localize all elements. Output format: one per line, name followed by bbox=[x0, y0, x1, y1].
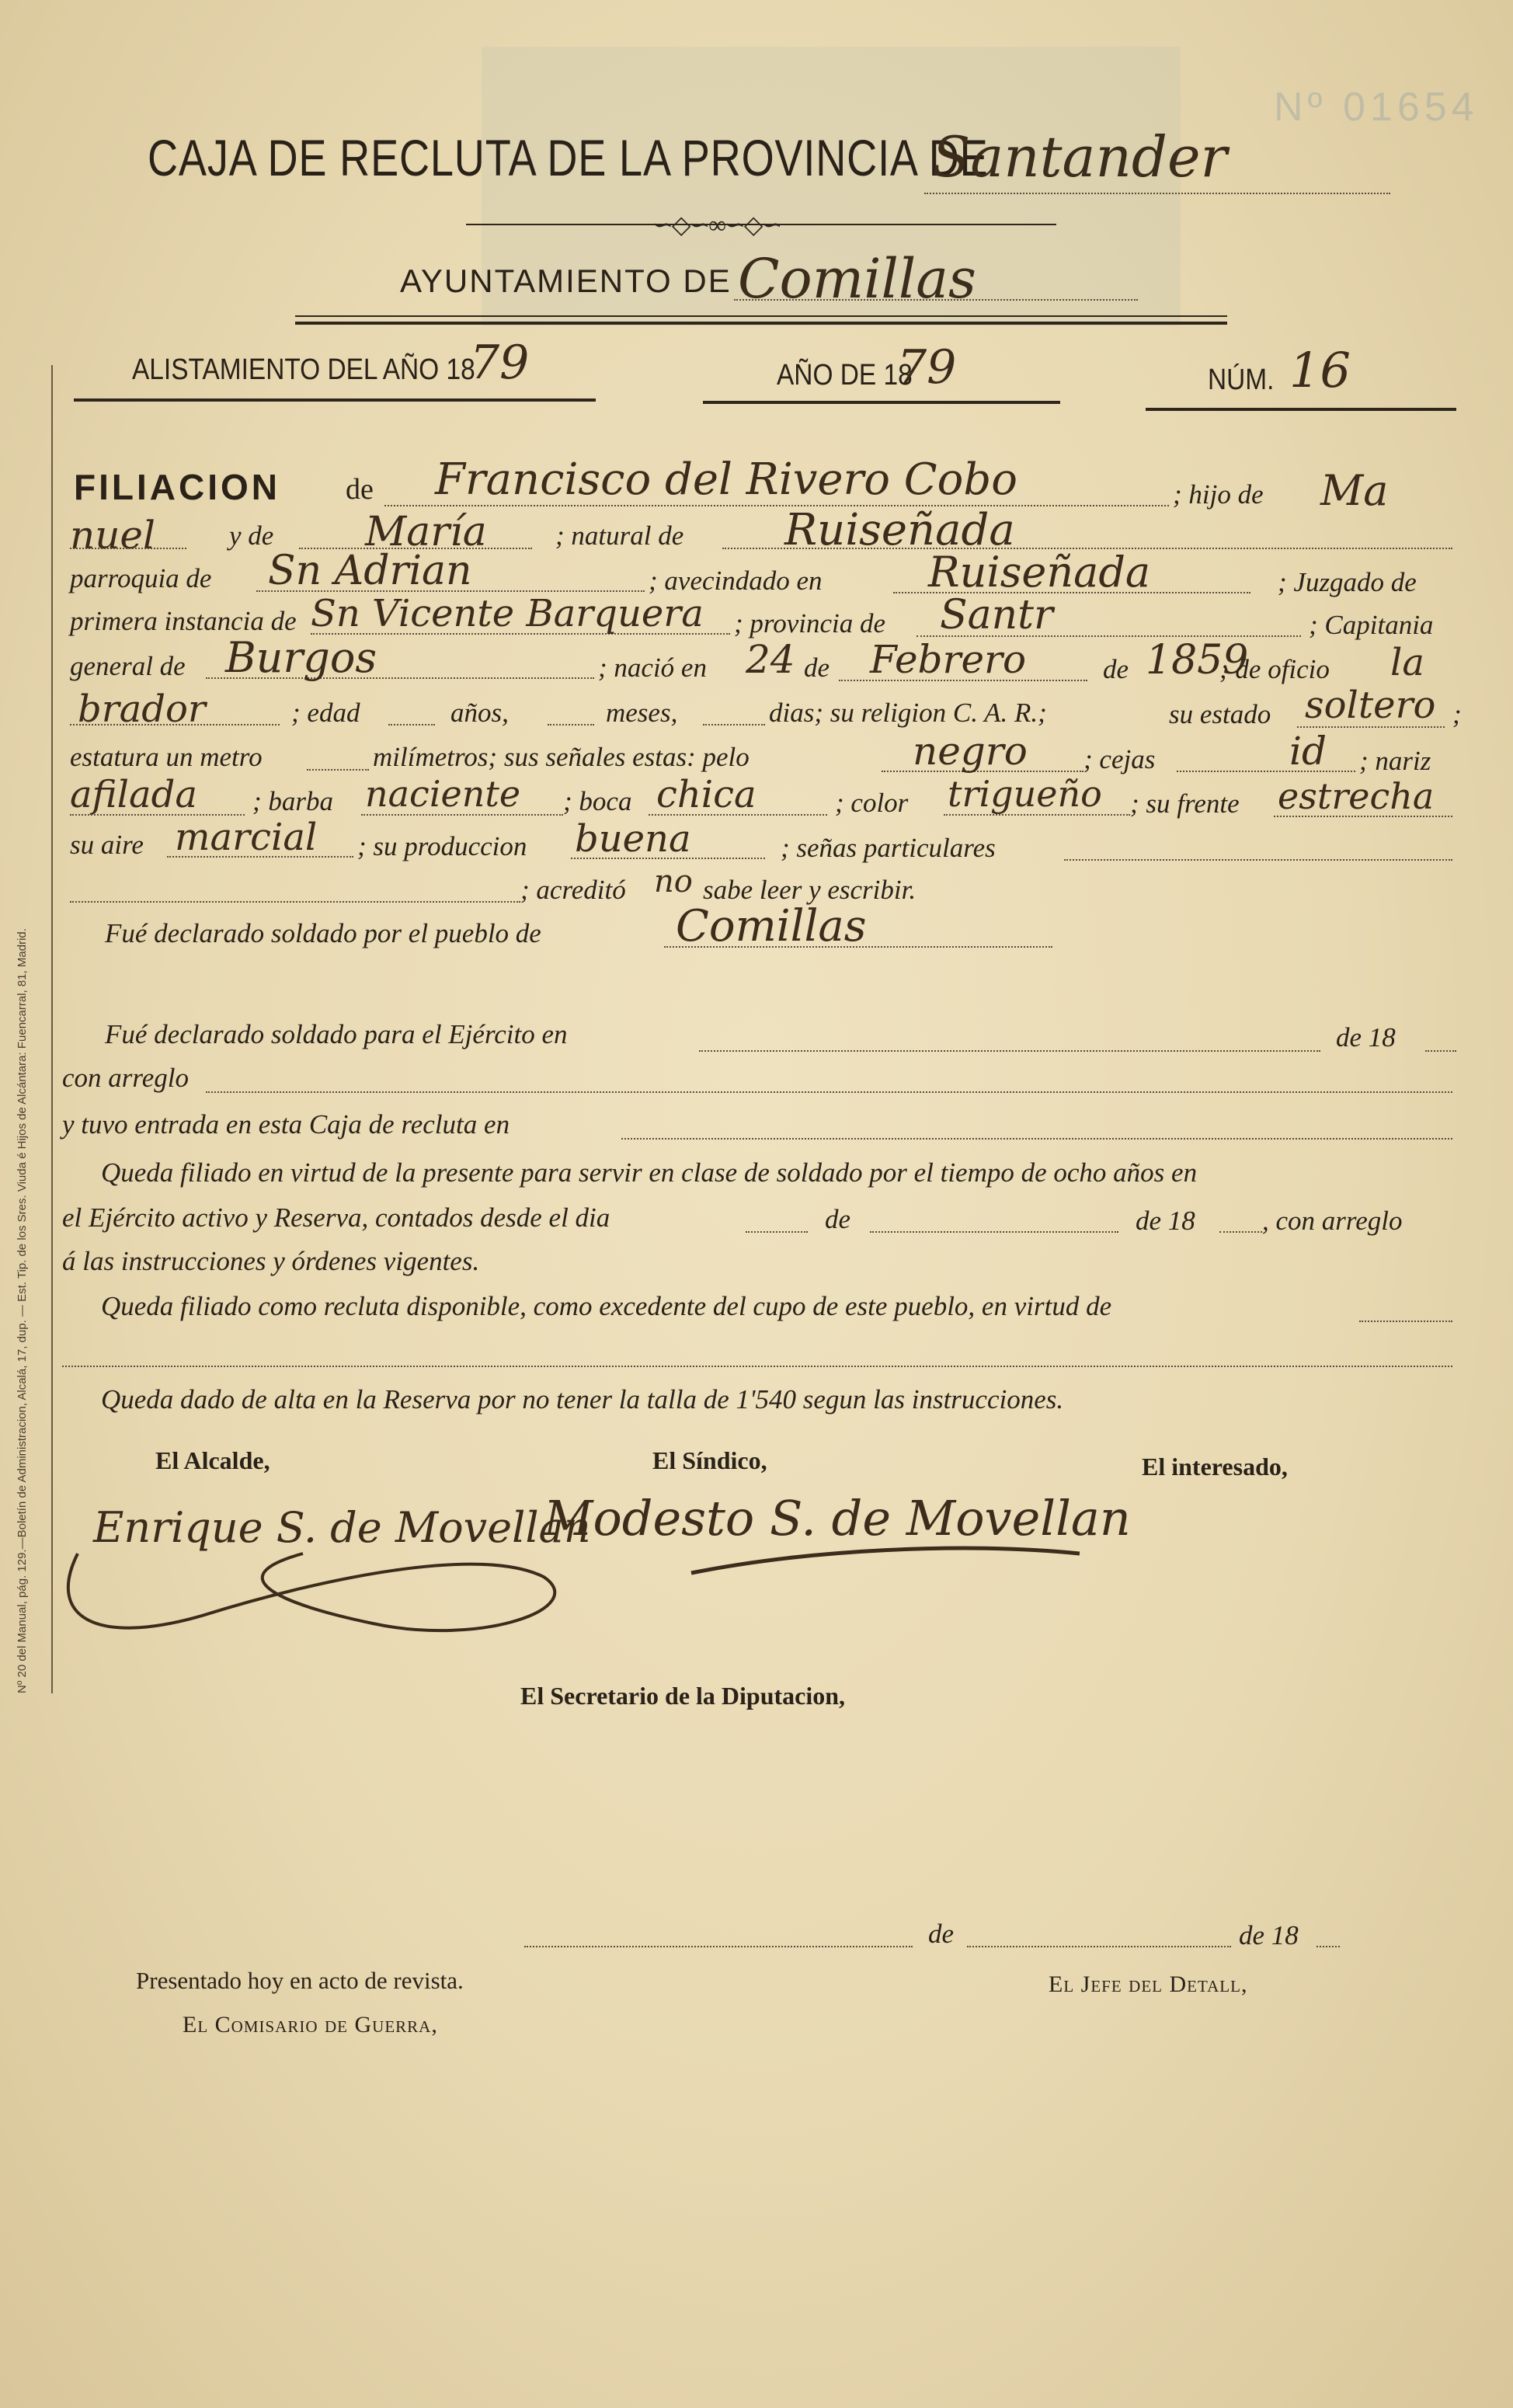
alcalde-flourish bbox=[47, 1460, 575, 1655]
filiacion-label: FILIACION bbox=[74, 467, 280, 507]
hijo-de-label: ; hijo de bbox=[1173, 479, 1264, 510]
ano-label: AÑO DE 18 bbox=[777, 359, 913, 391]
meses-label: meses, bbox=[606, 698, 678, 728]
estatura-line bbox=[307, 769, 369, 771]
provincia-handwritten: Santr bbox=[940, 592, 1053, 639]
para1-day-line bbox=[746, 1231, 808, 1233]
nacio-de-1: de bbox=[804, 652, 830, 683]
estado-label: su estado bbox=[1169, 699, 1271, 729]
natural-handwritten: Ruiseñada bbox=[784, 505, 1015, 555]
acredito-handwritten: no bbox=[654, 864, 693, 900]
natural-de-label: ; natural de bbox=[555, 520, 684, 551]
sindico-label: El Síndico, bbox=[652, 1446, 767, 1474]
aire-label: su aire bbox=[70, 830, 144, 860]
acredito-label: ; acreditó bbox=[520, 875, 626, 905]
cejas-line bbox=[1177, 771, 1355, 772]
declarado-pueblo-label: Fué declarado soldado por el pueblo de bbox=[105, 918, 541, 948]
body-line-1-year bbox=[1425, 1050, 1456, 1052]
parroquia-handwritten: Sn Adrian bbox=[268, 548, 472, 594]
oficio-line bbox=[70, 724, 280, 726]
father-line bbox=[70, 548, 186, 549]
nacio-year-handwritten: 1859 bbox=[1146, 637, 1249, 684]
para1-month-line bbox=[870, 1231, 1118, 1233]
oficio-handwritten-2: brador bbox=[78, 687, 206, 731]
produccion-label: ; su produccion bbox=[357, 831, 527, 861]
senas-line bbox=[1064, 859, 1452, 861]
general-de-label: general de bbox=[70, 651, 186, 681]
mother-handwritten: María bbox=[365, 509, 487, 555]
capitania-label: ; Capitania bbox=[1309, 610, 1434, 640]
y-de-label: y de bbox=[229, 520, 274, 551]
capitania-handwritten: Burgos bbox=[225, 633, 377, 682]
body-line-1-fill bbox=[699, 1050, 1320, 1052]
body-line-3-fill bbox=[621, 1138, 1452, 1140]
barba-handwritten: naciente bbox=[365, 773, 521, 815]
num-label: NÚM. bbox=[1208, 364, 1275, 396]
avecindado-label: ; avecindado en bbox=[649, 565, 823, 596]
sindico-underline bbox=[683, 1534, 1087, 1589]
edad-line bbox=[388, 724, 435, 726]
alistamiento-rule bbox=[74, 398, 596, 402]
jefe-label: El Jefe del Detall, bbox=[1049, 1971, 1248, 1997]
nariz-label: ; nariz bbox=[1359, 746, 1431, 776]
pelo-handwritten: negro bbox=[913, 729, 1028, 774]
estatura-label: estatura un metro bbox=[70, 742, 263, 772]
footer-month-line bbox=[967, 1946, 1231, 1947]
cejas-handwritten: id bbox=[1289, 729, 1327, 774]
alcalde-label: El Alcalde, bbox=[155, 1446, 270, 1474]
sabe-leer-label: sabe leer y escribir. bbox=[703, 875, 916, 905]
side-imprint: Nº 20 del Manual, pág. 129.—Boletín de Administracion, Alcalá, 17, dup. — Est. Tip. de los Sres. Viuda é Hijos de Alcántara: Fuencarral, 81, Madrid. bbox=[16, 928, 29, 1693]
comisario-label: El Comisario de Guerra, bbox=[183, 2012, 438, 2037]
double-rule-top bbox=[295, 315, 1227, 317]
father-handwritten-1: Ma bbox=[1320, 466, 1389, 515]
para3-line: Queda dado de alta en la Reserva por no tener la talla de 1'540 segun las instrucciones. bbox=[101, 1384, 1064, 1415]
para1-line-3: á las instrucciones y órdenes vigentes. bbox=[62, 1246, 480, 1276]
boca-handwritten: chica bbox=[656, 773, 756, 816]
province-handwritten: Santander bbox=[932, 124, 1227, 190]
aire-handwritten: marcial bbox=[175, 816, 318, 859]
para1-line-2c: de 18 bbox=[1136, 1206, 1195, 1236]
boca-label: ; boca bbox=[563, 786, 632, 816]
nacio-day-handwritten: 24 bbox=[746, 637, 795, 682]
avecindado-handwritten: Ruiseñada bbox=[928, 548, 1151, 597]
color-handwritten: trigueño bbox=[948, 773, 1102, 815]
ayuntamiento-handwritten: Comillas bbox=[738, 247, 976, 311]
estado-handwritten: soltero bbox=[1305, 684, 1436, 727]
sindico-signature: Modesto S. de Movellan bbox=[544, 1490, 1131, 1547]
estado-semicolon: ; bbox=[1452, 699, 1462, 729]
para1-line-1: Queda filiado en virtud de la presente para servir en clase de soldado por el tiempo de ocho años en bbox=[101, 1157, 1198, 1188]
para1-line-2b: de bbox=[825, 1204, 851, 1234]
para2-fill-1 bbox=[1359, 1321, 1452, 1322]
cejas-label: ; cejas bbox=[1083, 744, 1156, 774]
senas-line-2 bbox=[70, 901, 520, 903]
frente-handwritten: estrecha bbox=[1278, 775, 1435, 817]
ano-year-handwritten: 79 bbox=[897, 340, 957, 395]
para1-year-line bbox=[1219, 1231, 1262, 1233]
alistamiento-label: ALISTAMIENTO DEL AÑO 18 bbox=[132, 353, 475, 386]
para1-line-2a: el Ejército activo y Reserva, contados desde el dia bbox=[62, 1202, 610, 1233]
presentado-label: Presentado hoy en acto de revista. bbox=[136, 1967, 464, 1994]
footer-year-line bbox=[1316, 1946, 1340, 1947]
ano-rule bbox=[703, 401, 1060, 404]
frente-label: ; su frente bbox=[1130, 788, 1240, 819]
header-title: CAJA DE RECLUTA DE LA PROVINCIA DE bbox=[148, 129, 989, 186]
body-line-2-fill bbox=[206, 1091, 1452, 1093]
parroquia-label: parroquia de bbox=[70, 563, 212, 593]
secretario-label: El Secretario de la Diputacion, bbox=[520, 1682, 846, 1710]
ornament-icon: ∽◇∽∞∽◇∽ bbox=[652, 211, 781, 238]
meses-line bbox=[548, 724, 594, 726]
para2-fill-2 bbox=[62, 1366, 1452, 1367]
oficio-handwritten-1: la bbox=[1390, 641, 1424, 684]
dias-religion-label: dias; su religion C. A. R.; bbox=[769, 698, 1047, 728]
milimetros-label: milímetros; sus señales estas: pelo bbox=[373, 742, 750, 772]
anos-label: años, bbox=[450, 698, 509, 728]
senas-label: ; señas particulares bbox=[781, 833, 996, 863]
provincia-label: ; provincia de bbox=[734, 608, 886, 639]
double-rule-bottom bbox=[295, 322, 1227, 325]
father-handwritten-2: nuel bbox=[70, 513, 155, 558]
alcalde-signature: Enrique S. de Movellan bbox=[93, 1503, 591, 1552]
produccion-handwritten: buena bbox=[575, 817, 691, 861]
name-line bbox=[384, 505, 1169, 506]
footer-de: de bbox=[928, 1919, 955, 1949]
nariz-handwritten: afilada bbox=[70, 773, 197, 816]
num-rule bbox=[1146, 408, 1456, 411]
juzgado-label: ; Juzgado de bbox=[1278, 567, 1417, 597]
footer-de-18: de 18 bbox=[1239, 1920, 1299, 1950]
para2-line: Queda filiado como recluta disponible, como excedente del cupo de este pueblo, en virtud de bbox=[101, 1291, 1112, 1321]
edad-label: ; edad bbox=[291, 698, 360, 728]
body-line-3: y tuvo entrada en esta Caja de recluta en bbox=[62, 1109, 510, 1140]
body-line-1-end: de 18 bbox=[1336, 1022, 1396, 1053]
nacio-month-handwritten: Febrero bbox=[870, 637, 1027, 682]
interesado-label: El interesado, bbox=[1142, 1453, 1288, 1481]
num-handwritten: 16 bbox=[1289, 342, 1351, 398]
footer-place-line bbox=[524, 1946, 913, 1947]
para1-line-2d: , con arreglo bbox=[1262, 1206, 1403, 1236]
province-line bbox=[924, 193, 1390, 194]
nacio-label: ; nació en bbox=[598, 652, 707, 683]
oficio-label: ; de oficio bbox=[1219, 654, 1330, 684]
body-line-2: con arreglo bbox=[62, 1063, 189, 1093]
pueblo-handwritten: Comillas bbox=[676, 901, 867, 952]
show-through-stamp: Nº 01654 bbox=[1274, 85, 1479, 130]
ayuntamiento-label: AYUNTAMIENTO DE bbox=[400, 263, 732, 299]
primera-instancia-label: primera instancia de bbox=[70, 606, 297, 636]
body-line-1: Fué declarado soldado para el Ejército en bbox=[105, 1019, 568, 1049]
juzgado-handwritten: Sn Vicente Barquera bbox=[311, 592, 704, 635]
barba-label: ; barba bbox=[252, 786, 334, 816]
filiacion-de: de bbox=[346, 473, 374, 506]
nacio-de-2: de bbox=[1103, 654, 1129, 684]
dias-line bbox=[703, 724, 765, 726]
name-handwritten: Francisco del Rivero Cobo bbox=[435, 454, 1017, 505]
alistamiento-year-handwritten: 79 bbox=[470, 336, 530, 390]
color-label: ; color bbox=[835, 788, 909, 818]
